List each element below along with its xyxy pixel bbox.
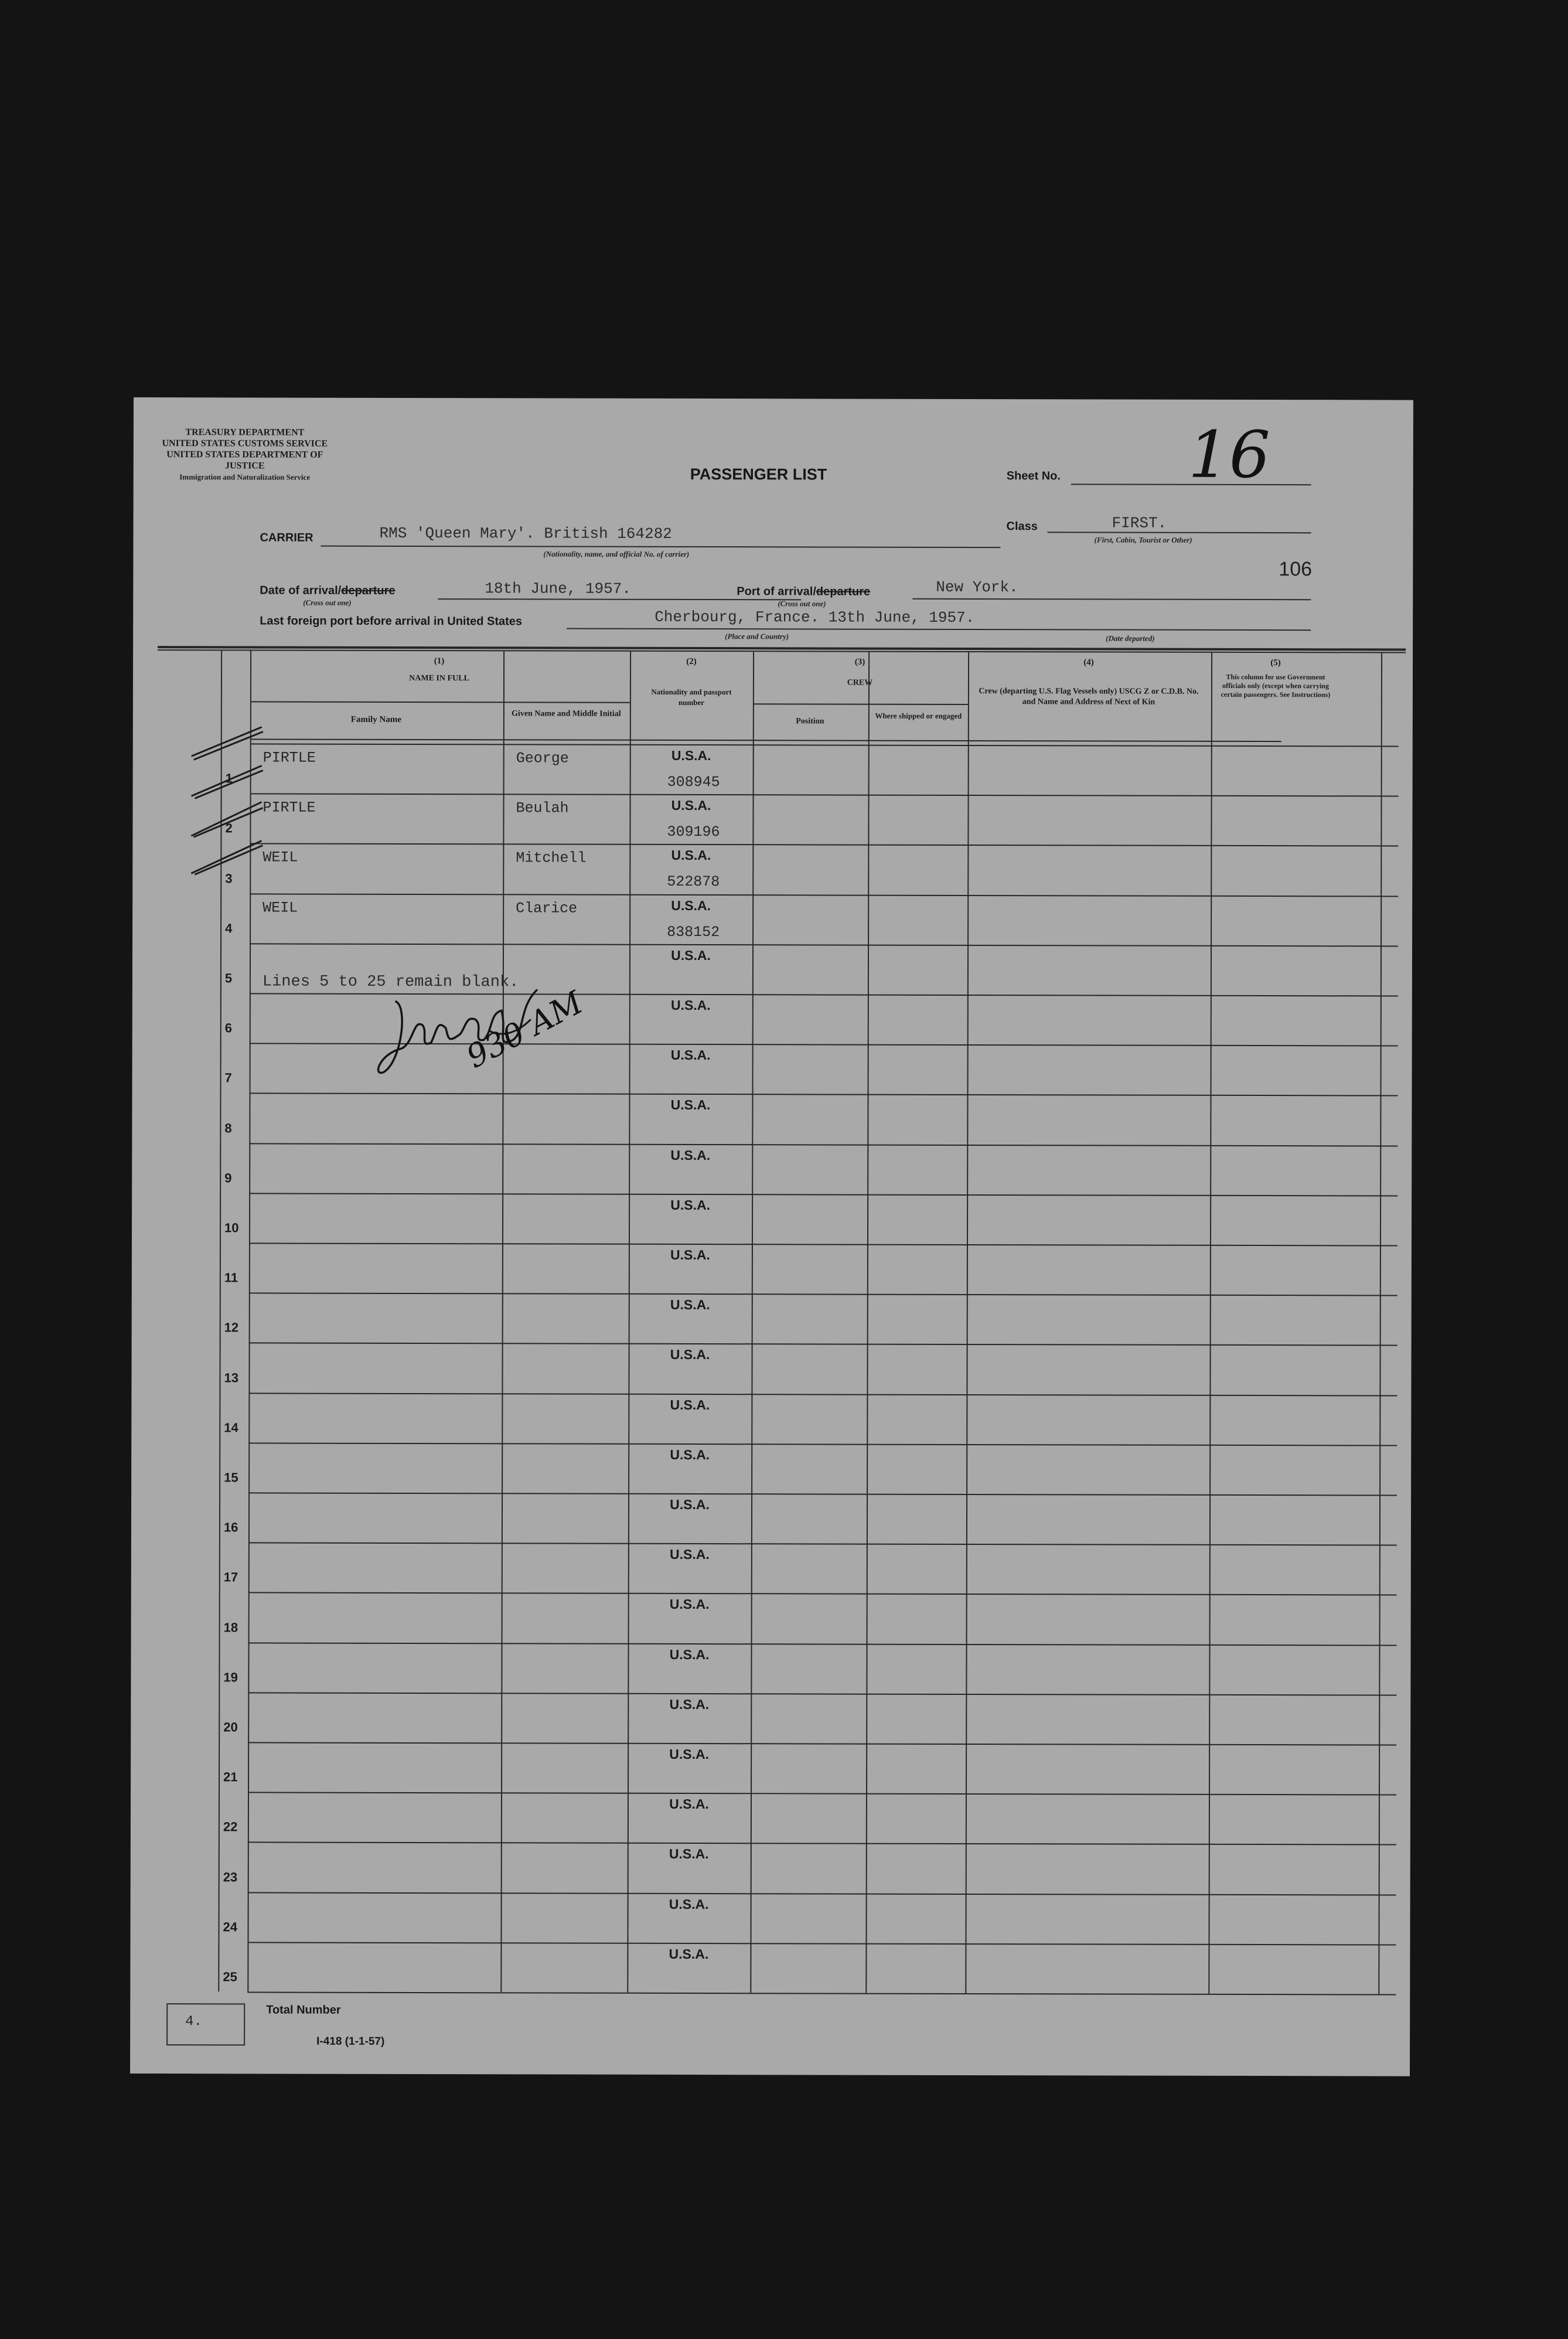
- table-row: [132, 993, 1412, 1046]
- nationality-cell: U.S.A.: [671, 747, 711, 764]
- given-name-cell: Beulah: [516, 799, 569, 817]
- table-row: [132, 793, 1412, 846]
- nationality-cell: U.S.A.: [670, 1496, 710, 1513]
- port-label-text: Port of arrival/: [737, 585, 816, 598]
- row-number: 22: [223, 1819, 238, 1834]
- page-number: 106: [1279, 558, 1313, 581]
- nationality-cell: U.S.A.: [669, 1946, 709, 1962]
- row-number: 11: [224, 1270, 238, 1285]
- nationality-cell: U.S.A.: [671, 897, 711, 913]
- nationality-cell: U.S.A.: [670, 1147, 711, 1163]
- class-label: Class: [1006, 520, 1038, 533]
- nationality-cell: U.S.A.: [669, 1846, 709, 1862]
- col1-given-header: Given Name and Middle Initial: [512, 709, 621, 719]
- nationality-cell: U.S.A.: [670, 1347, 710, 1363]
- table-row: [132, 1092, 1412, 1145]
- row-number: 6: [224, 1020, 233, 1036]
- passport-number-cell: 522878: [667, 873, 720, 891]
- table-row: [131, 1592, 1411, 1645]
- family-name-cell: PIRTLE: [263, 799, 316, 816]
- nationality-cell: U.S.A.: [670, 1197, 711, 1213]
- nationality-cell: U.S.A.: [670, 1397, 710, 1412]
- handwritten-time: 930 AM: [460, 983, 589, 1075]
- table-row: [132, 1143, 1412, 1196]
- table-row: [132, 893, 1412, 946]
- row-number: 3: [225, 870, 233, 886]
- col3-title: CREW: [847, 678, 873, 687]
- family-name-cell: PIRTLE: [263, 749, 316, 767]
- last-port-underline: [567, 628, 1311, 631]
- table-row: [131, 1742, 1410, 1795]
- date-value: 18th June, 1957.: [485, 580, 631, 598]
- agency-line: Immigration and Naturalization Service: [179, 472, 311, 482]
- family-name-cell: WEIL: [263, 849, 298, 866]
- table-row: [131, 1442, 1411, 1495]
- passenger-table: [134, 397, 1413, 400]
- col4-title: Crew (departing U.S. Flag Vessels only) USCG Z or C.D.B. No. and Name and Address of Next of Kin: [979, 687, 1199, 707]
- table-row: [131, 1542, 1411, 1595]
- nationality-cell: U.S.A.: [671, 947, 711, 963]
- nationality-cell: U.S.A.: [669, 1896, 709, 1912]
- port-label: [737, 585, 870, 598]
- nationality-cell: U.S.A.: [670, 1097, 711, 1113]
- port-value: New York.: [936, 578, 1018, 597]
- nationality-cell: U.S.A.: [670, 997, 711, 1013]
- nationality-cell: U.S.A.: [671, 798, 711, 813]
- header-sub-rule: [753, 703, 968, 705]
- port-underline: [912, 598, 1311, 600]
- agency-line: UNITED STATES CUSTOMS SERVICE: [162, 438, 328, 449]
- nationality-cell: U.S.A.: [669, 1696, 710, 1712]
- col5-title: This column for use Government officials only (except when carrying certain passengers. See Instructions): [1221, 672, 1331, 699]
- table-row: [130, 1942, 1410, 1994]
- header-sub-rule: [250, 701, 630, 703]
- header-bottom-rule: [250, 738, 1281, 742]
- total-number-label: Total Number: [266, 2003, 341, 2017]
- nationality-cell: U.S.A.: [669, 1796, 709, 1812]
- row-number: 15: [224, 1470, 238, 1485]
- nationality-cell: U.S.A.: [670, 1047, 711, 1063]
- total-number-value: 4.: [185, 2014, 203, 2030]
- row-number: 13: [224, 1370, 239, 1385]
- row-number: 4: [225, 921, 233, 936]
- nationality-cell: U.S.A.: [669, 1596, 710, 1612]
- row-number: 19: [223, 1670, 238, 1685]
- row-number: 9: [224, 1170, 232, 1186]
- row-number: 23: [223, 1869, 238, 1884]
- carrier-label: CARRIER: [260, 531, 313, 544]
- passenger-list-sheet: [130, 397, 1413, 2076]
- family-name-cell: WEIL: [263, 899, 298, 917]
- row-number: 16: [223, 1520, 238, 1535]
- passport-number-cell: 308945: [667, 773, 720, 791]
- port-caption: (Cross out one): [778, 599, 826, 608]
- row-number: 12: [224, 1320, 239, 1335]
- col1-title: NAME IN FULL: [409, 673, 469, 683]
- row-number: 25: [223, 1969, 237, 1984]
- agency-block: [157, 427, 333, 483]
- row-number: 24: [223, 1919, 238, 1935]
- date-label-struck: departure: [341, 584, 396, 597]
- date-label: [260, 584, 395, 597]
- col2-title: Nationality and passport number: [651, 687, 732, 707]
- col3-position-header: Position: [796, 717, 824, 726]
- tally-marks: [185, 726, 268, 878]
- carrier-underline: [321, 546, 1000, 548]
- nationality-cell: U.S.A.: [669, 1646, 710, 1662]
- total-number-box: [166, 2003, 245, 2045]
- row-number: 20: [223, 1720, 238, 1735]
- carrier-caption: (Nationality, name, and official No. of carrier): [543, 549, 690, 559]
- table-row: [131, 1692, 1410, 1745]
- agency-line: TREASURY DEPARTMENT: [185, 427, 305, 438]
- row-number: 1: [225, 771, 233, 786]
- table-row: [132, 1292, 1412, 1345]
- table-row: [132, 1242, 1412, 1295]
- table-row: [132, 843, 1412, 896]
- date-underline: [438, 598, 801, 600]
- table-row: [133, 743, 1413, 796]
- table-row: [131, 1841, 1410, 1894]
- date-departed-caption: (Date departed): [1106, 634, 1155, 643]
- nationality-cell: U.S.A.: [670, 1297, 710, 1313]
- col1-family-header: Family Name: [350, 714, 401, 724]
- page-title: PASSENGER LIST: [690, 465, 827, 484]
- row-number: 14: [224, 1420, 238, 1435]
- row-number: 2: [225, 820, 233, 836]
- carrier-value: RMS 'Queen Mary'. British 164282: [379, 524, 672, 543]
- date-label-text: Date of arrival/: [260, 584, 342, 597]
- given-name-cell: George: [516, 750, 569, 767]
- blank-lines-note: Lines 5 to 25 remain blank.: [262, 973, 519, 992]
- last-port-label: Last foreign port before arrival in United States: [260, 614, 523, 628]
- row-number: 8: [224, 1120, 232, 1135]
- sheet-no-value: 16: [1188, 417, 1270, 493]
- passport-number-cell: 309196: [667, 823, 720, 841]
- table-row: [131, 1792, 1410, 1844]
- nationality-cell: U.S.A.: [669, 1746, 710, 1762]
- nationality-cell: U.S.A.: [669, 1547, 710, 1562]
- agency-line: UNITED STATES DEPARTMENT OF JUSTICE: [166, 450, 323, 471]
- col3-where-header: Where shipped or engaged: [875, 711, 962, 720]
- date-caption: (Cross out one): [303, 598, 352, 607]
- table-row: [131, 1342, 1411, 1395]
- row-number: 18: [223, 1619, 238, 1635]
- col3-number: (3): [854, 657, 865, 667]
- nationality-cell: U.S.A.: [671, 847, 711, 863]
- passport-number-cell: 838152: [667, 923, 720, 941]
- class-underline: [1048, 532, 1311, 533]
- port-label-struck: departure: [816, 585, 871, 598]
- class-value: FIRST.: [1112, 514, 1167, 532]
- col1-number: (1): [434, 656, 445, 666]
- col2-number: (2): [686, 656, 697, 667]
- sheet-no-label: Sheet No.: [1006, 469, 1061, 483]
- nationality-cell: U.S.A.: [670, 1446, 710, 1462]
- given-name-cell: Clarice: [516, 899, 578, 917]
- form-number: I-418 (1-1-57): [316, 2035, 385, 2048]
- given-name-cell: Mitchell: [516, 849, 587, 867]
- row-number: 17: [223, 1569, 238, 1585]
- table-row: [131, 1392, 1411, 1445]
- col5-number: (5): [1270, 658, 1281, 668]
- table-row: [131, 1492, 1411, 1545]
- table-row: [131, 1642, 1410, 1695]
- row-number: 7: [224, 1070, 232, 1085]
- handwritten-signature: [366, 984, 554, 1125]
- last-port-value: Cherbourg, France. 13th June, 1957.: [655, 608, 975, 627]
- row-number: 21: [223, 1769, 238, 1785]
- table-row: [132, 1193, 1412, 1245]
- nationality-cell: U.S.A.: [670, 1247, 710, 1263]
- row-number: 5: [224, 971, 233, 986]
- table-row: [130, 1892, 1410, 1945]
- table-row: [132, 1043, 1412, 1095]
- col4-number: (4): [1083, 658, 1094, 668]
- row-number: 10: [224, 1220, 239, 1235]
- place-caption: (Place and Country): [725, 632, 789, 641]
- class-caption: (First, Cabin, Tourist or Other): [1094, 535, 1192, 544]
